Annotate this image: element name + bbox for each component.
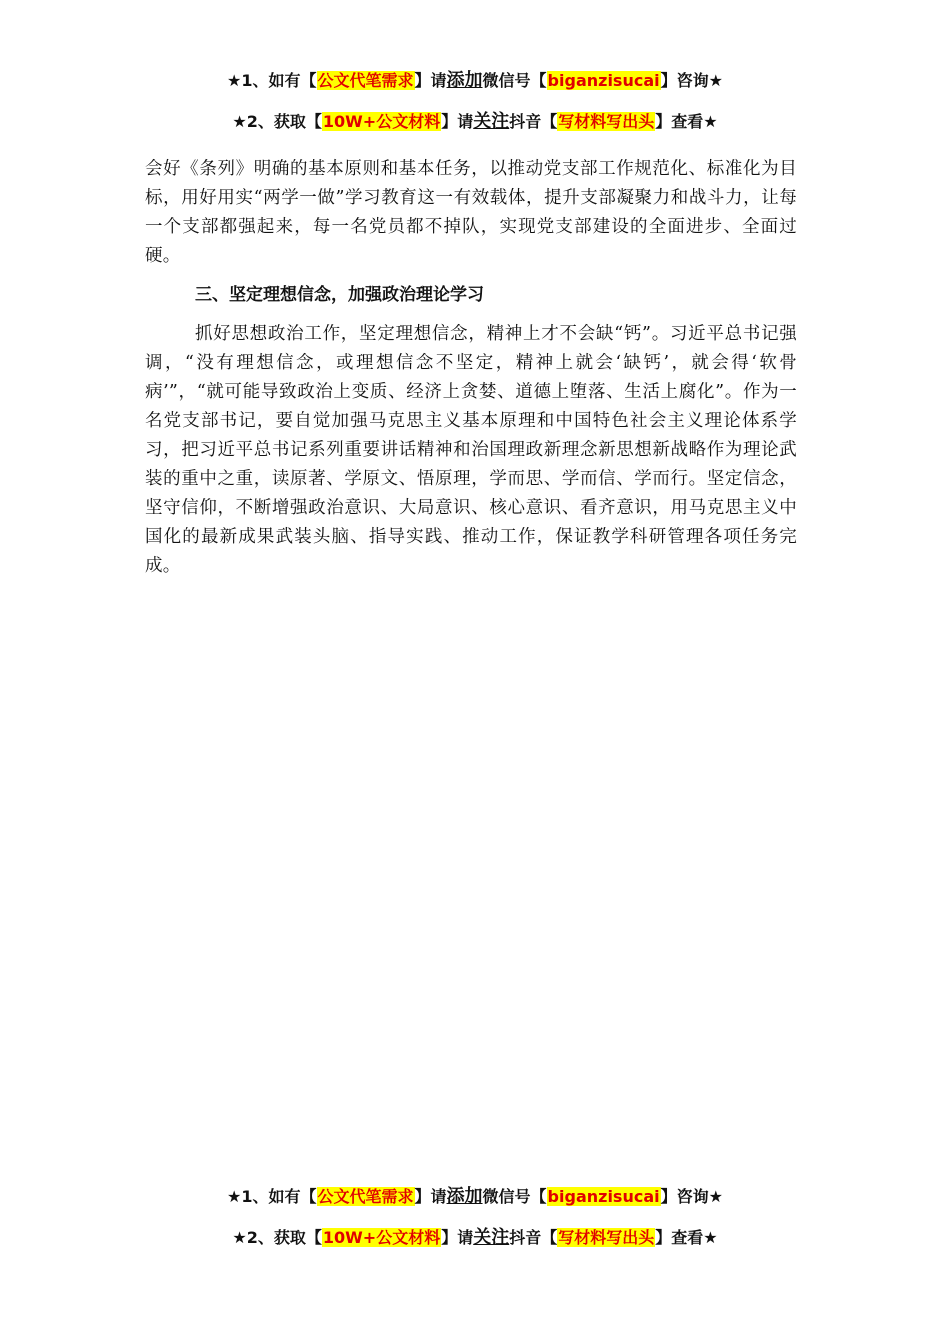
banner-prefix: ★1、如有【 xyxy=(227,71,317,90)
banner-suffix: 】咨询★ xyxy=(660,71,723,90)
banner-prefix: ★2、获取【 xyxy=(232,112,322,131)
bottom-banner-line-2 xyxy=(0,1227,950,1249)
top-banner-line-1 xyxy=(0,70,950,92)
banner-suffix: 】查看★ xyxy=(655,112,718,131)
banner-text: 微信号【 xyxy=(482,1187,547,1206)
banner-highlight-materials: 10W+公文材料 xyxy=(322,112,441,131)
body-paragraph-2: 抓好思想政治工作，坚定理想信念，精神上才不会缺“钙”。习近平总书记强调，“没有理想信念，或理想信念不坚定，精神上就会‘缺钙’，就会得‘软骨病’”，“就可能导致政治上变质、经济上贪婪、道德上堕落、生活上腐化”。作为一名党支部书记，要自觉加强马克思主义基本原理和中国特色社会主义理论体系学习，把习近平总书记系列重要讲话精神和治国理政新理念新思想新战略作为理论武装的重中之重，读原著、学原文、悟原理，学而思、学而信、学而行。坚定信念，坚守信仰，不断增强政治意识、大局意识、核心意识、看齐意识，用马克思主义中国化的最新成果武装头脑、指导实践、推动工作，保证教学科研管理各项任务完成。 xyxy=(145,324,797,576)
banner-text: 】请 xyxy=(441,112,474,131)
banner-text: 】请 xyxy=(441,1228,474,1247)
banner-highlight-wechat-id: biganzisucai xyxy=(547,1187,660,1206)
banner-text: 微信号【 xyxy=(482,71,547,90)
banner-suffix: 】查看★ xyxy=(655,1228,718,1247)
banner-highlight-wechat-id: biganzisucai xyxy=(547,71,660,90)
top-banner-line-2 xyxy=(0,111,950,133)
banner-text: 】请 xyxy=(414,71,447,90)
banner-highlight-materials: 10W+公文材料 xyxy=(322,1228,441,1247)
banner-highlight-service: 公文代笔需求 xyxy=(317,1187,414,1206)
banner-emphasis: 关注 xyxy=(473,111,510,132)
banner-text: 抖音【 xyxy=(509,1228,558,1247)
section-heading: 三、坚定理想信念，加强政治理论学习 xyxy=(195,285,484,305)
banner-text: 抖音【 xyxy=(509,112,558,131)
banner-highlight-douyin-id: 写材料写出头 xyxy=(558,112,655,131)
banner-emphasis: 添加 xyxy=(446,1186,483,1207)
banner-emphasis: 添加 xyxy=(446,70,483,91)
banner-highlight-douyin-id: 写材料写出头 xyxy=(558,1228,655,1247)
banner-text: 】请 xyxy=(414,1187,447,1206)
body-paragraph-1: 会好《条列》明确的基本原则和基本任务，以推动党支部工作规范化、标准化为目标，用好用实“两学一做”学习教育这一有效载体，提升支部凝聚力和战斗力，让每一个支部都强起来，每一名党员都不掉队，实现党支部建设的全面进步、全面过硬。 xyxy=(145,159,797,266)
bottom-banner-line-1 xyxy=(0,1186,950,1208)
banner-highlight-service: 公文代笔需求 xyxy=(317,71,414,90)
banner-prefix: ★2、获取【 xyxy=(232,1228,322,1247)
banner-suffix: 】咨询★ xyxy=(660,1187,723,1206)
banner-emphasis: 关注 xyxy=(473,1227,510,1248)
banner-prefix: ★1、如有【 xyxy=(227,1187,317,1206)
